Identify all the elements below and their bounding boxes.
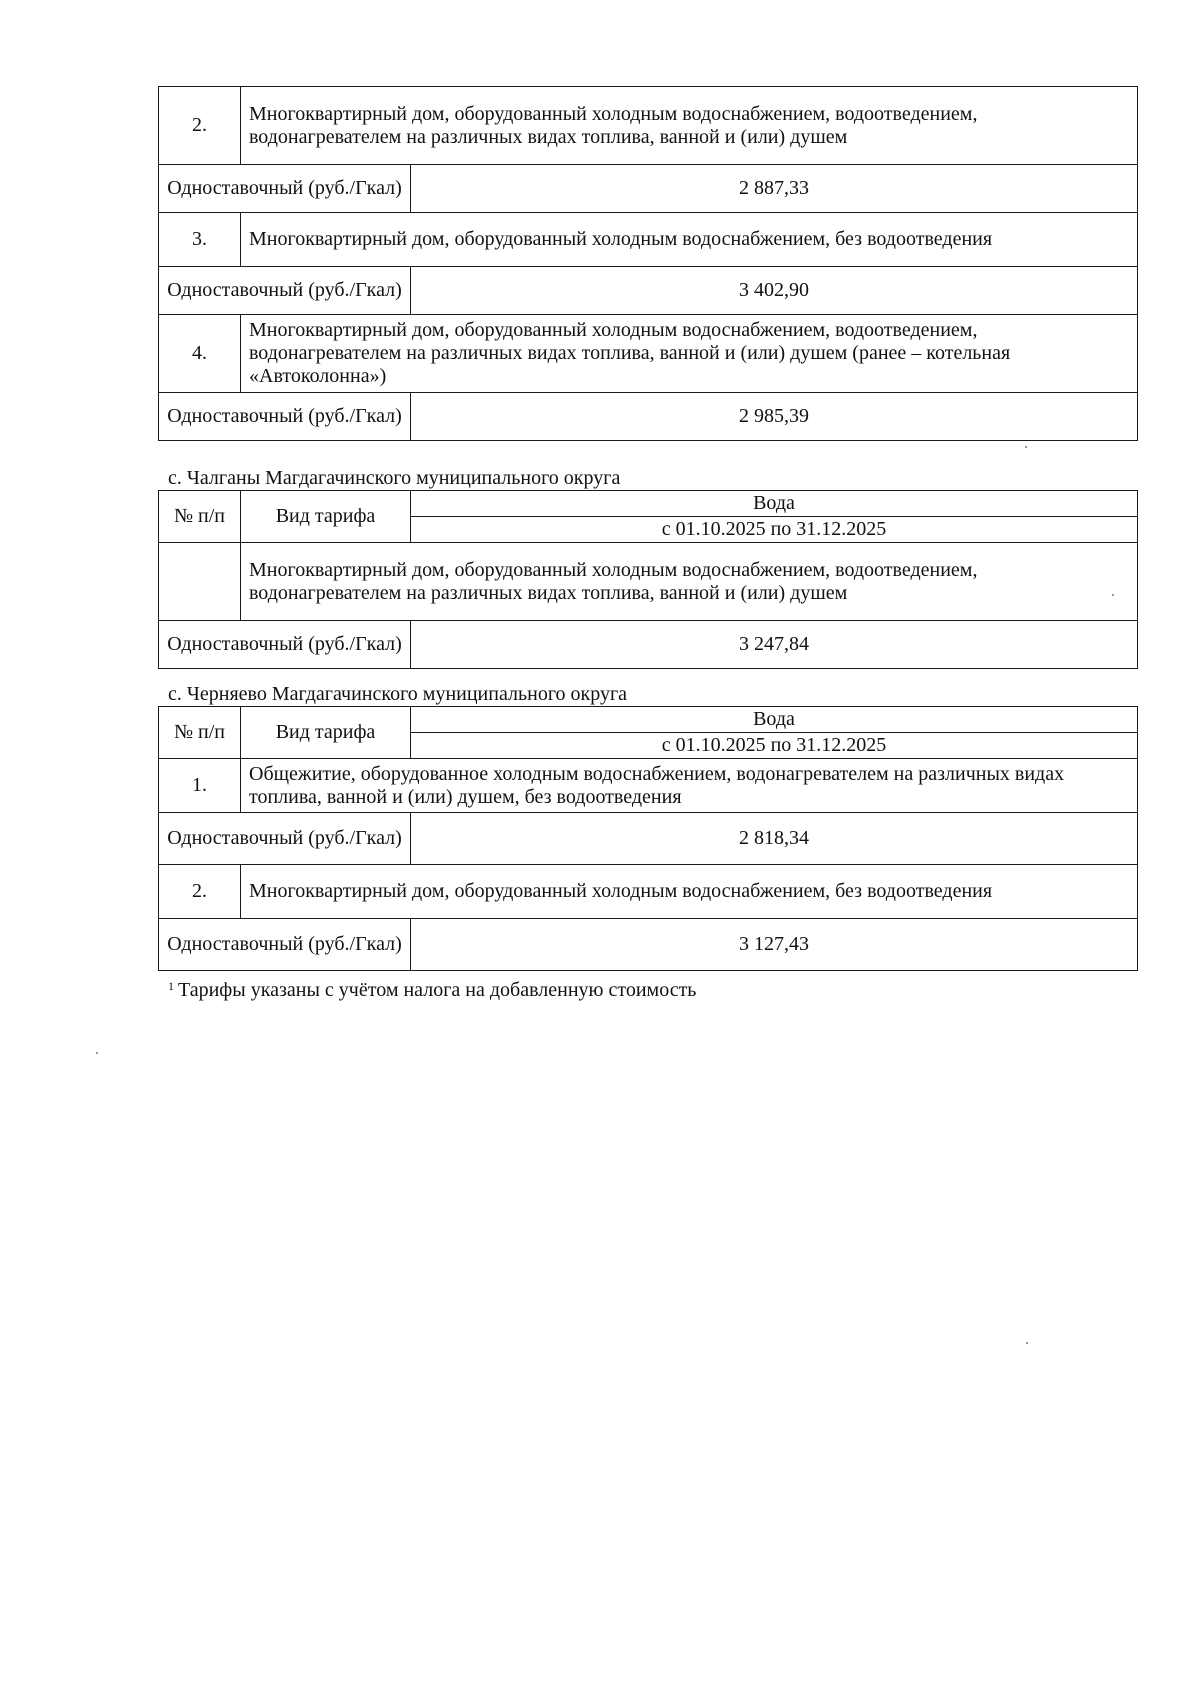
tariff-table-continued [158,86,1138,441]
tariff-kind: Одноставочный (руб./Гкал) [159,919,411,971]
scan-speck [1026,1342,1028,1344]
consumer-description: Общежитие, оборудованное холодным водоснабжением, водонагревателем на различных видах топлива, ванной и (или) душем, без водоотведения [241,759,1138,813]
row-number [159,543,241,621]
tariff-kind: Одноставочный (руб./Гкал) [159,267,411,315]
consumer-description: Многоквартирный дом, оборудованный холодным водоснабжением, без водоотведения [241,865,1138,919]
row-number: 1. [159,759,241,813]
footnote-mark: 1 [168,979,174,993]
table-row [159,621,1138,669]
column-header-period: с 01.10.2025 по 31.12.2025 [411,517,1138,543]
column-header-resource: Вода [411,707,1138,733]
tariff-kind: Одноставочный (руб./Гкал) [159,393,411,441]
consumer-description: Многоквартирный дом, оборудованный холодным водоснабжением, водоотведением, водонагревателем на различных видах топлива, ванной и (или) душем [241,87,1138,165]
scan-speck [1112,594,1114,596]
row-number: 2. [159,87,241,165]
footnote-text: Тарифы указаны с учётом налога на добавленную стоимость [178,979,697,1001]
consumer-description: Многоквартирный дом, оборудованный холодным водоснабжением, водоотведением, водонагревателем на различных видах топлива, ванной и (или) душем [241,543,1138,621]
section-title-chernyaevo: с. Черняево Магдагачинского муниципального округа [168,683,628,705]
row-number: 4. [159,315,241,393]
section-title-chalgany: с. Чалганы Магдагачинского муниципального округа [168,467,621,489]
tariff-kind: Одноставочный (руб./Гкал) [159,813,411,865]
table-row [159,267,1138,315]
table-row [159,165,1138,213]
row-number: 3. [159,213,241,267]
tariff-table-chalgany [158,490,1138,669]
tariff-value: 2 887,33 [411,165,1138,213]
column-header-tariff-kind: Вид тарифа [241,491,411,543]
tariff-table-chernyaevo [158,706,1138,971]
scan-speck [1025,446,1027,448]
consumer-description: Многоквартирный дом, оборудованный холодным водоснабжением, без водоотведения [241,213,1138,267]
table-row [159,813,1138,865]
table-row [159,213,1138,267]
table-row [159,759,1138,813]
footnote [168,979,696,1001]
table-row [159,393,1138,441]
tariff-value: 2 818,34 [411,813,1138,865]
table-row [159,315,1138,393]
column-header-period: с 01.10.2025 по 31.12.2025 [411,733,1138,759]
table-row [159,919,1138,971]
tariff-value: 3 402,90 [411,267,1138,315]
column-header-resource: Вода [411,491,1138,517]
tariff-value: 3 127,43 [411,919,1138,971]
column-header-tariff-kind: Вид тарифа [241,707,411,759]
tariff-kind: Одноставочный (руб./Гкал) [159,165,411,213]
table-header-row [159,707,1138,733]
scan-speck [96,1052,98,1054]
consumer-description: Многоквартирный дом, оборудованный холодным водоснабжением, водоотведением, водонагревателем на различных видах топлива, ванной и (или) душем (ранее – котельная «Автоколонна») [241,315,1138,393]
tariff-value: 2 985,39 [411,393,1138,441]
table-row [159,543,1138,621]
tariff-kind: Одноставочный (руб./Гкал) [159,621,411,669]
tariff-value: 3 247,84 [411,621,1138,669]
row-number: 2. [159,865,241,919]
table-row [159,87,1138,165]
column-header-number: № п/п [159,707,241,759]
column-header-number: № п/п [159,491,241,543]
table-header-row [159,491,1138,517]
table-row [159,865,1138,919]
